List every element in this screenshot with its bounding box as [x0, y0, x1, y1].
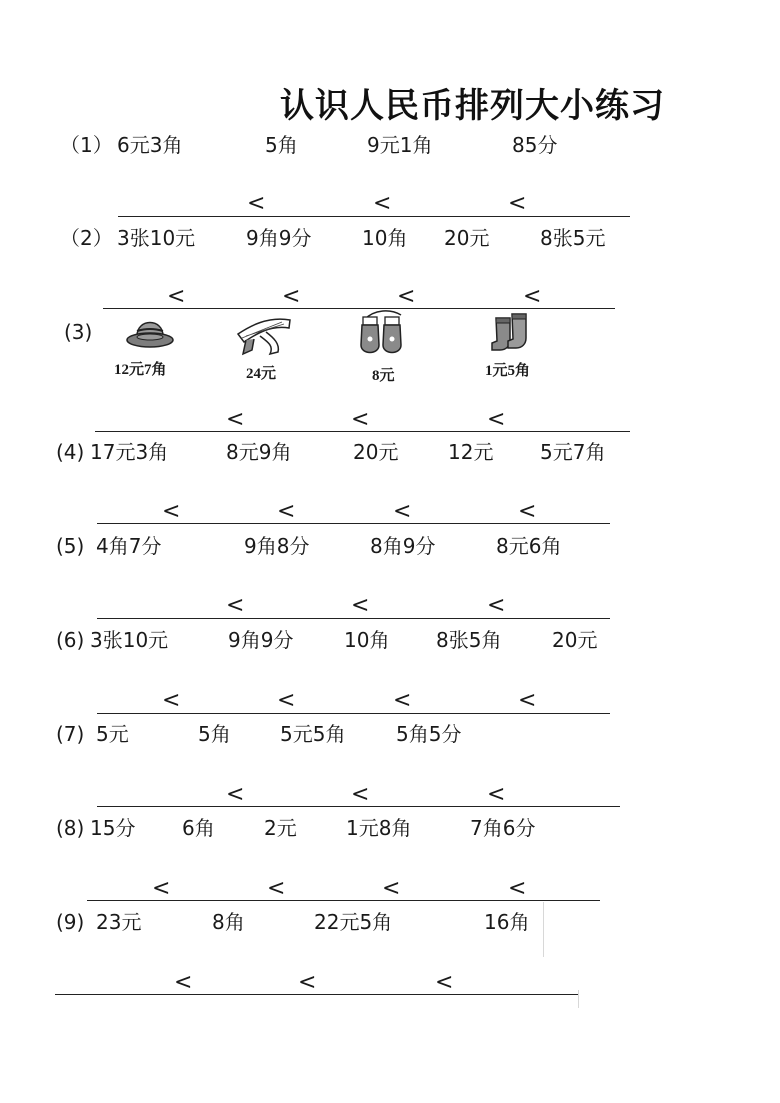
question-6-label: (6) [56, 628, 85, 652]
question-1-item: 85分 [512, 133, 558, 157]
question-7-item: 5角5分 [396, 722, 462, 746]
question-8-item: 7角6分 [470, 816, 536, 840]
less-than-sign: < [382, 876, 401, 901]
less-than-sign: < [508, 876, 527, 901]
less-than-sign: < [167, 284, 186, 309]
question-5-label: (5) [56, 534, 85, 558]
question-1-item: 5角 [265, 133, 298, 157]
price-label: 8元 [372, 368, 395, 384]
less-than-sign: < [174, 970, 193, 995]
question-2-label: （2） [60, 226, 113, 250]
less-than-sign: < [393, 499, 412, 524]
question-4-item: 20元 [353, 440, 399, 464]
question-8-item: 1元8角 [346, 816, 412, 840]
question-3-label: (3) [64, 320, 93, 344]
less-than-sign: < [487, 782, 506, 807]
question-9-item: 16角 [484, 910, 530, 934]
question-1-item: 9元1角 [367, 133, 433, 157]
question-4-item: 8元9角 [226, 440, 292, 464]
scarf-icon [232, 312, 294, 358]
question-5-item: 9角8分 [244, 534, 310, 558]
hat-icon [125, 310, 175, 355]
price-label: 24元 [246, 366, 277, 382]
question-4-item: 5元7角 [540, 440, 606, 464]
question-9-item: 23元 [96, 910, 142, 934]
less-than-sign: < [487, 593, 506, 618]
less-than-sign: < [518, 499, 537, 524]
mittens-icon [355, 305, 410, 360]
question-4-item: 12元 [448, 440, 494, 464]
less-than-sign: < [277, 688, 296, 713]
answer-line[interactable] [97, 523, 610, 524]
question-2-item: 20元 [444, 226, 490, 250]
less-than-sign: < [397, 284, 416, 309]
less-than-sign: < [435, 970, 454, 995]
question-4-label: (4) [56, 440, 85, 464]
less-than-sign: < [351, 593, 370, 618]
less-than-sign: < [351, 407, 370, 432]
less-than-sign: < [152, 876, 171, 901]
question-1-item: 6元3角 [117, 133, 183, 157]
less-than-sign: < [267, 876, 286, 901]
socks-icon [488, 310, 536, 358]
answer-line[interactable] [118, 216, 630, 217]
less-than-sign: < [298, 970, 317, 995]
question-6-item: 20元 [552, 628, 598, 652]
answer-line[interactable] [97, 713, 610, 714]
question-7-item: 5角 [198, 722, 231, 746]
question-6-item: 3张10元 [90, 628, 169, 652]
less-than-sign: < [351, 782, 370, 807]
question-6-item: 8张5角 [436, 628, 502, 652]
question-2-item: 3张10元 [117, 226, 196, 250]
question-6-item: 10角 [344, 628, 390, 652]
question-1-label: （1） [60, 133, 113, 157]
question-8-item: 6角 [182, 816, 215, 840]
question-7-label: (7) [56, 722, 85, 746]
question-9-item: 22元5角 [314, 910, 393, 934]
less-than-sign: < [226, 782, 245, 807]
less-than-sign: < [508, 191, 527, 216]
question-2-item: 10角 [362, 226, 408, 250]
scan-mark [543, 902, 544, 957]
less-than-sign: < [226, 593, 245, 618]
question-5-item: 8元6角 [496, 534, 562, 558]
less-than-sign: < [393, 688, 412, 713]
answer-line[interactable] [87, 900, 600, 901]
question-2-item: 9角9分 [246, 226, 312, 250]
question-5-item: 4角7分 [96, 534, 162, 558]
less-than-sign: < [373, 191, 392, 216]
less-than-sign: < [277, 499, 296, 524]
answer-line[interactable] [95, 431, 630, 432]
question-7-item: 5元5角 [280, 722, 346, 746]
less-than-sign: < [226, 407, 245, 432]
answer-line[interactable] [55, 994, 578, 995]
question-8-label: (8) [56, 816, 85, 840]
question-4-item: 17元3角 [90, 440, 169, 464]
answer-line[interactable] [97, 806, 620, 807]
question-9-label: (9) [56, 910, 85, 934]
question-2-item: 8张5元 [540, 226, 606, 250]
price-label: 1元5角 [485, 363, 531, 379]
question-9-item: 8角 [212, 910, 245, 934]
question-7-item: 5元 [96, 722, 129, 746]
less-than-sign: < [487, 407, 506, 432]
less-than-sign: < [162, 688, 181, 713]
question-8-item: 2元 [264, 816, 297, 840]
page-title: 认识人民币排列大小练习 [280, 86, 665, 126]
price-label: 12元7角 [114, 362, 167, 378]
question-8-item: 15分 [90, 816, 136, 840]
question-6-item: 9角9分 [228, 628, 294, 652]
answer-line[interactable] [97, 618, 610, 619]
less-than-sign: < [282, 284, 301, 309]
less-than-sign: < [247, 191, 266, 216]
less-than-sign: < [523, 284, 542, 309]
scan-mark [578, 990, 579, 1008]
question-5-item: 8角9分 [370, 534, 436, 558]
less-than-sign: < [518, 688, 537, 713]
less-than-sign: < [162, 499, 181, 524]
